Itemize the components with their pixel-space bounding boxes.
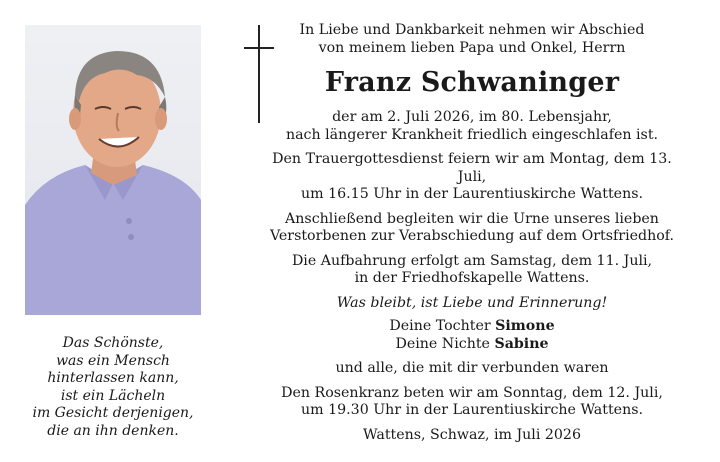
death-info-line-2: nach längerer Krankheit friedlich eingeschlafen ist.: [285, 126, 659, 143]
rosary-line-2: um 19.30 Uhr in der Laurentiuskirche Wattens.: [301, 402, 643, 418]
mourner-daughter: [268, 318, 676, 336]
quote-line: im Gesicht derjenigen,: [32, 405, 194, 422]
mourner-name: Simone: [495, 318, 555, 334]
notice-text: [268, 22, 676, 444]
quote-line: hinterlassen kann,: [47, 370, 179, 387]
memorial-quote: [25, 335, 201, 441]
mourner-niece: [268, 336, 676, 354]
quote-line: ist ein Lächeln: [60, 387, 166, 404]
viewing-line-2: in der Friedhofskapelle Wattens.: [354, 270, 590, 286]
mourner-relation: Deine Nichte: [395, 335, 490, 352]
portrait-illustration: [25, 25, 201, 315]
death-info-line-1: der am 2. Juli 2026, im 80. Lebensjahr,: [332, 109, 612, 125]
viewing-line-1: Die Aufbahrung erfolgt am Samstag, dem 11. Juli,: [291, 252, 653, 269]
service-line-1: Den Trauergottesdienst feiern wir am Montag, dem 13. Juli,: [272, 151, 672, 185]
place-date: Wattens, Schwaz, im Juli 2026: [363, 426, 581, 443]
others-line: und alle, die mit dir verbunden waren: [335, 360, 609, 376]
intro-line-1: In Liebe und Dankbarkeit nehmen wir Abschied: [299, 22, 645, 38]
mourner-relation: Deine Tochter: [389, 318, 491, 334]
deceased-name: Franz Schwaninger: [324, 67, 620, 98]
urn-line-2: Verstorbenen zur Verabschiedung auf dem Ortsfriedhof.: [269, 228, 675, 244]
portrait-photo: [25, 25, 201, 315]
intro-line-2: von meinem lieben Papa und Onkel, Herrn: [318, 39, 626, 56]
quote-line: was ein Mensch: [56, 352, 170, 369]
service-line-2: um 16.15 Uhr in der Laurentiuskirche Wattens.: [301, 186, 643, 202]
urn-line-1: Anschließend begleiten wir die Urne unseres lieben: [285, 210, 659, 227]
quote-line: die an ihn denken.: [47, 422, 179, 439]
quote-line: Das Schönste,: [62, 335, 164, 351]
motto: Was bleibt, ist Liebe und Erinnerung!: [336, 294, 608, 311]
mourner-name: Sabine: [494, 335, 549, 352]
rosary-line-1: Den Rosenkranz beten wir am Sonntag, dem 12. Juli,: [281, 384, 663, 401]
